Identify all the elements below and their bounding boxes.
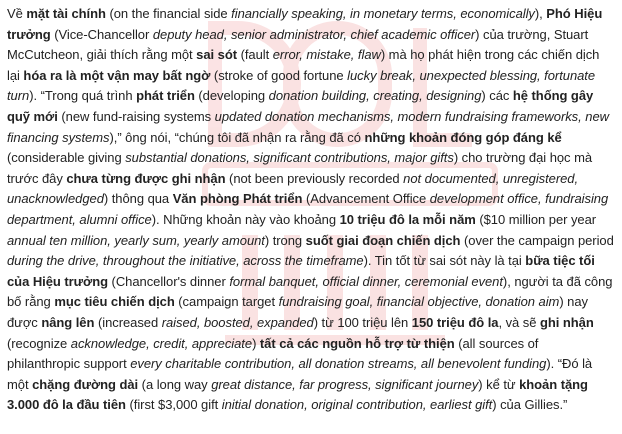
body-text: ) của trường, Stuart McCutcheon, giải thích rằng một	[7, 26, 589, 63]
body-text: ) cho trường đại học mà trước đây	[7, 150, 593, 186]
vietnamese-term: Phó Hiệu trưởng	[7, 6, 603, 42]
body-text: (over the campaign period	[460, 232, 614, 248]
body-text: (increased	[94, 314, 162, 330]
synonym-list: annual ten million, yearly sum, yearly amount	[7, 232, 265, 248]
synonym-list: donation building, creating, designing	[268, 88, 482, 104]
synonym-list: during the drive, throughout the initiative, across the timeframe	[7, 253, 364, 269]
synonym-list: fundraising goal, financial objective, donation aim	[278, 294, 560, 310]
article-paragraph	[7, 4, 614, 416]
body-text: ). Những khoản này vào khoảng	[151, 211, 340, 227]
synonym-list: acknowledge, credit, appreciate	[70, 335, 253, 351]
synonym-list: financially speaking, in monetary terms, economically	[231, 6, 535, 21]
body-text: , và sẽ	[498, 314, 540, 330]
body-text: ),	[534, 6, 547, 21]
body-text: (stroke of good fortune	[210, 67, 348, 83]
body-text: ). Tin tốt từ sai sót này là tại	[363, 253, 526, 269]
vietnamese-term: mặt tài chính	[26, 6, 106, 21]
body-text: ) trong	[264, 232, 306, 248]
vietnamese-term: hệ thống gây quỹ mới	[7, 88, 594, 124]
vietnamese-term: khoản tặng 3.000 đô la đầu tiên	[7, 376, 588, 413]
body-text: (new fund-raising systems	[57, 108, 215, 124]
body-text: ). “Trong quá trình	[29, 88, 137, 104]
synonym-list: development office, fundraising department, alumni office	[7, 191, 609, 227]
body-text: ), người ta đã công bố rằng	[7, 273, 613, 310]
body-text: ),” ông nói, “chúng tôi đã nhận ra rằng đã có	[109, 129, 365, 145]
body-text: (Advancement Office	[302, 191, 430, 207]
vietnamese-term: tất cả các nguồn hỗ trợ từ thiện	[259, 335, 455, 351]
vietnamese-term: những khoản đóng góp đáng kể	[364, 129, 562, 145]
body-text: )	[252, 335, 260, 351]
vietnamese-term: chưa từng được ghi nhận	[66, 170, 226, 186]
synonym-list: substantial donations, significant contributions, major gifts	[125, 150, 454, 166]
vietnamese-term: Văn phòng Phát triển	[172, 191, 303, 207]
synonym-list: not documented, unregistered, unacknowledged	[7, 170, 579, 207]
body-text: ) từ 100 triệu lên	[313, 314, 412, 330]
body-text: ). “Đó là một	[7, 356, 593, 392]
body-text: (first $3,000 gift	[125, 397, 222, 413]
vietnamese-term: suốt giai đoạn chiến dịch	[305, 232, 461, 248]
body-text: (not been previously recorded	[225, 170, 404, 186]
body-text: (on the financial side	[105, 6, 232, 21]
body-text: ) các	[481, 88, 513, 104]
body-text: (considerable giving	[7, 150, 126, 166]
synonym-list: formal banquet, official dinner, ceremonial event	[229, 273, 503, 289]
body-text: ) kể từ	[478, 376, 520, 392]
body-text: (Vice-Chancellor	[50, 26, 153, 42]
body-text: ) mà họ phát hiện trong các chiến dịch lại	[7, 47, 600, 83]
body-text: ($10 million per year	[475, 211, 597, 227]
body-text: (all sources of philanthropic support	[7, 335, 539, 372]
vietnamese-term: bữa tiệc tối của Hiệu trưởng	[7, 253, 595, 289]
synonym-list: initial donation, original contribution, earliest gift	[221, 397, 493, 413]
body-text: ) của Gillies.”	[492, 397, 568, 413]
body-text: (developing	[194, 88, 269, 104]
vietnamese-term: phát triển	[136, 88, 195, 104]
vietnamese-term: hóa ra là một vận may bất ngờ	[23, 67, 211, 83]
vietnamese-term: ghi nhận	[539, 314, 594, 330]
synonym-list: every charitable contribution, all donation streams, all benevolent funding	[130, 356, 547, 372]
synonym-list: lucky break, unexpected blessing, fortunate turn	[7, 67, 596, 104]
body-text: Về	[7, 6, 27, 21]
vietnamese-term: 10 triệu đô la mỗi năm	[339, 211, 476, 227]
synonym-list: great distance, far progress, significant journey	[211, 376, 479, 392]
synonym-list: raised, boosted, expanded	[161, 314, 314, 330]
body-text: (Chancellor's dinner	[107, 273, 230, 289]
vietnamese-term: 150 triệu đô la	[411, 314, 499, 330]
body-text: (a long way	[138, 376, 212, 392]
body-text: (fault	[237, 47, 273, 63]
body-text: ) nay được	[7, 294, 588, 330]
vietnamese-term: sai sót	[196, 47, 238, 63]
vietnamese-term: chặng đường dài	[32, 376, 139, 392]
vietnamese-term: mục tiêu chiến dịch	[54, 294, 175, 310]
body-text: ) thông qua	[103, 191, 173, 207]
synonym-list: error, mistake, flaw	[272, 47, 381, 63]
body-text: (campaign target	[174, 294, 279, 310]
synonym-list: updated donation mechanisms, modern fundraising frameworks, new financing systems	[7, 108, 609, 145]
body-text: (recognize	[7, 335, 71, 351]
synonym-list: deputy head, senior administrator, chief academic officer	[152, 26, 476, 42]
vietnamese-term: nâng lên	[41, 314, 95, 330]
